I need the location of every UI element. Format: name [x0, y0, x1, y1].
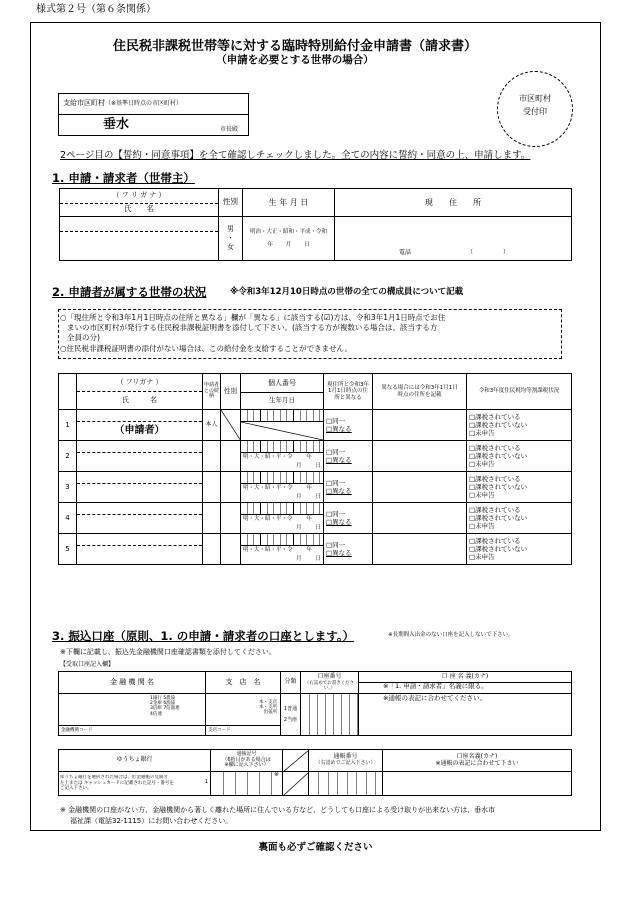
back-notice: 裏面も必ずご確認ください — [258, 842, 373, 853]
footer-note: 福祉課（電話32-1115）にお問い合わせください。 — [70, 817, 233, 825]
slash-mark — [283, 750, 309, 772]
municipality-label: 支給市区町村 — [63, 99, 105, 107]
municipality-divider — [58, 114, 249, 115]
bank-name-field[interactable]: 1銀行 5農協 2金庫 6漁協 3信組 7信漁連 4信連 金融機関コード — [59, 694, 206, 736]
applicant-row-name: （申請者） — [114, 425, 165, 436]
municipality-note: （※基準日時点の市区町村） — [105, 100, 183, 107]
yucho-number-header: 通帳番号 — [333, 753, 358, 761]
slash-mark — [283, 772, 309, 796]
holder-name-field[interactable]: ※通帳の表記に合わせてください。 — [359, 694, 572, 736]
phone-label: 電話 — [399, 249, 412, 257]
relation-header: 申請者との続柄 — [203, 374, 221, 410]
municipality-name: 垂水 — [103, 117, 130, 132]
entry-label: 【受取口座記入欄】 — [60, 661, 115, 668]
yucho-number-field[interactable] — [309, 772, 383, 796]
branch-code-field[interactable]: 支店コード — [206, 725, 280, 735]
instruction-line: ○住民税非課税証明書の添付がない場合は、この給付金を支給することができません。 — [60, 344, 352, 353]
table-row: 1 （申請者） 本人 □同一 □異なる □課税されている □課税されていない □未申告 — [59, 410, 572, 441]
same-address-header: 現住所と令和3年1月1日時点の住所と異なる — [324, 374, 373, 410]
form-number: 様式第２号（第６条関係） — [36, 4, 156, 15]
municipality-suffix: 市長殿 — [220, 126, 239, 133]
hh-dob-header: 生年月日 — [269, 395, 295, 404]
branch-name-field[interactable]: 本・支店 本・支所 出張所 支店コード — [206, 694, 281, 736]
address-header: 現 住 所 — [335, 189, 572, 217]
slash-mark — [221, 410, 241, 441]
household-table — [58, 373, 572, 565]
furigana-field[interactable] — [60, 217, 218, 232]
section2-title: 2. 申請者が属する世帯の状況 — [52, 285, 207, 299]
era-options: 明治・大正・昭和・平成・令和 — [249, 229, 327, 236]
bank-table: 金 融 機 関 名 支 店 名 分類 口座番号 （右詰めでお書きください。） 口 座 名 義(カナ) ※「1. 申請・請求者」名義に限る。 1銀行 5農協 2金庫 6漁協 3信組 7信漁連 4信連 金融機関コード 本・支店 本・支所 出張所 支店コード 1普通 2当座 ※通帳の表記に合わせてください。 — [58, 671, 572, 736]
yucho-symbol-header: 通帳記号 — [236, 751, 257, 758]
hh-name-header: 氏 名 — [122, 396, 157, 405]
dob-header: 生 年 月 日 — [243, 189, 335, 217]
account-number-field[interactable] — [301, 694, 359, 736]
sex-options[interactable]: 男 ・ 女 — [219, 217, 243, 261]
yucho-holder-field[interactable] — [383, 772, 572, 796]
name-field[interactable] — [60, 232, 218, 260]
tax-status-header: 令和3年度住民税均等割課税状況 — [467, 374, 572, 410]
branch-header: 支 店 名 — [206, 672, 281, 694]
section3-title: 3. 振込口座（原則、1. の申請・請求者の口座とします。） — [52, 629, 355, 643]
footer-note: ※ 金融機関の口座がない方、金融機関から著しく離れた場所に住んでいる方など、どうしても口座による受け取りが出来ない方は、垂水市 — [60, 806, 496, 814]
address-field[interactable]: 電話 （ ） — [335, 217, 572, 261]
account-header: 口座番号 — [317, 672, 342, 680]
instruction-line: 全員の分) — [67, 333, 100, 342]
hh-sex-header: 性別 — [221, 374, 241, 410]
other-address-header: 異なる場合には令和3年1月1日時点の住所を記載 — [373, 374, 467, 410]
hh-furigana-header: （ フリガナ ） — [77, 378, 202, 392]
sex-header: 性別 — [219, 189, 243, 217]
yucho-header: ゆうちょ銀行 — [59, 750, 211, 772]
id-number-header: 個人番号 — [241, 379, 323, 393]
dob-field[interactable]: 明治・大正・昭和・平成・令和 年 月 日 — [243, 217, 335, 261]
table-row: 4 明・大・昭・平・令 年 月 日 □同一 □異なる □課税されている □課税されていない □未申告 — [59, 503, 572, 534]
confirmation-statement: 2ページ目の【誓約・同意事項】を全て確認しチェックしました。全ての内容に誓約・同意の上、申請します。 — [60, 150, 531, 161]
section2-note: ※令和3年12月10日時点の世帯の全ての構成員について記載 — [230, 287, 464, 297]
name-header: 氏 名 — [124, 204, 154, 214]
form-title: 住民税非課税世帯等に対する臨時特別給付金申請書（請求書） — [112, 39, 477, 54]
furigana-header: （ フ リ ガ ナ ） — [60, 191, 218, 204]
receipt-stamp-line1: 市区町村 — [519, 94, 551, 103]
instruction-line: ○「現住所と令和3年1月1日時点の住所と異なる」欄が「異なる」に該当する(☑)方は、令和3年1月1日時点でお住 — [60, 313, 446, 322]
table-row: 2 明・大・昭・平・令 年 月 日 □同一 □異なる □課税されている □課税されていない □未申告 — [59, 441, 572, 472]
yucho-holder-header: 口座名義(カナ) — [456, 752, 498, 760]
instruction-line: まいの市区町村が発行する住民税非課税証明書を添付して下さい。(該当する方が複数いる場合は、該当する方 — [67, 323, 438, 332]
table-row: 5 明・大・昭・平・令 年 月 日 □同一 □異なる □課税されている □課税されていない □未申告 — [59, 534, 572, 565]
section3-title-note: ※長期間入出金のない口座を記入しないで下さい。 — [388, 632, 514, 638]
form-subtitle: （申請を必要とする世帯の場合） — [216, 54, 374, 66]
slash-mark — [241, 422, 323, 440]
account-type-options[interactable]: 1普通 2当座 — [281, 694, 301, 736]
section1-title: 1. 申請・請求者（世帯主） — [52, 171, 195, 185]
bank-header: 金 融 機 関 名 — [59, 672, 206, 694]
section3-note: ※下欄に記載し、振込先金融機関口座確認書類を添付してください。 — [60, 648, 276, 656]
table-row: 3 明・大・昭・平・令 年 月 日 □同一 □異なる □課税されている □課税されていない □未申告 — [59, 472, 572, 503]
receipt-stamp-line2: 受付印 — [523, 107, 547, 116]
yucho-symbol-field[interactable]: ※ — [211, 772, 283, 796]
applicant-table — [59, 188, 572, 261]
holder-header: 口 座 名 義(カナ) — [359, 674, 571, 683]
yucho-table: ゆうちょ銀行 通帳記号 （6桁目がある場合は ※欄に記入下さい） 通帳番号 （右詰めでご記入下さい） 口座名義(カナ) ※通帳の表記に合わせて下さい ゆうちょ銀行を選択された場合は、貯金通帳の見開き 左上または キャッシュカードに記載された記号・番号を ご記入下さい。 1 ※ — [58, 749, 572, 796]
bank-code-field[interactable]: 金融機関コード — [59, 725, 205, 735]
type-header: 分類 — [281, 672, 301, 694]
